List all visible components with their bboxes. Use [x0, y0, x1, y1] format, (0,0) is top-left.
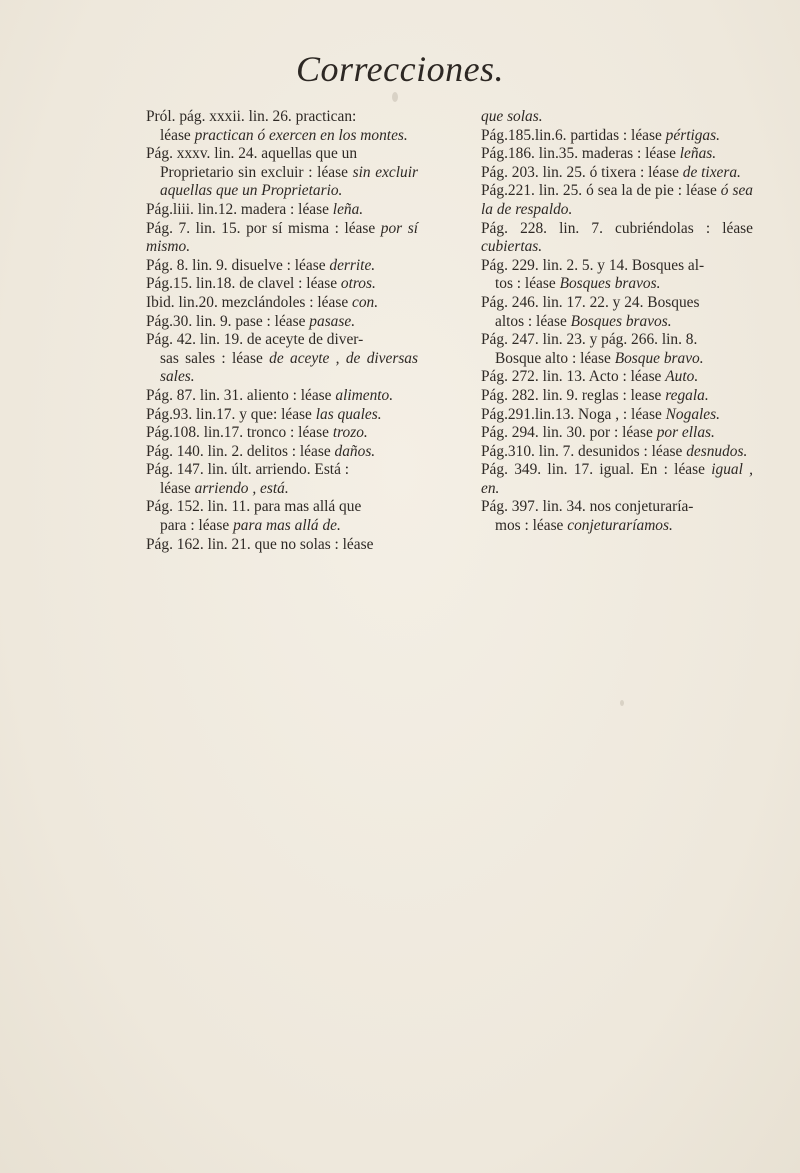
- errata-correction: alimento.: [335, 386, 394, 404]
- errata-reference: Pág. 282. lin. 9. reglas : lease: [481, 386, 662, 404]
- errata-reference: Pág.291.lin.13. Noga , : léase: [481, 405, 662, 423]
- errata-correction: regala.: [665, 386, 709, 404]
- errata-reference: Pról. pág. xxxii. lin. 26. practican:: [146, 108, 357, 125]
- errata-entry: [481, 387, 753, 406]
- errata-reference: Pág.185.lin.6. partidas : léase: [481, 126, 662, 144]
- errata-continuation-text: léase: [160, 126, 191, 144]
- errata-left-column: [146, 108, 418, 554]
- errata-reference: Pág.15. lin.18. de clavel : léase: [146, 275, 338, 293]
- errata-entry: [146, 313, 418, 332]
- errata-continuation-text: para : léase: [160, 517, 230, 535]
- errata-correction: igual , en.: [481, 461, 754, 497]
- errata-entry: [146, 387, 418, 406]
- errata-entry: [481, 220, 753, 257]
- errata-reference: Pág. 246. lin. 17. 22. y 24. Bosques: [481, 293, 700, 311]
- errata-correction: sin excluir aquellas que un Proprietario.: [160, 163, 418, 200]
- errata-entry: [481, 461, 753, 498]
- errata-correction: ó sea la de respaldo.: [481, 182, 753, 218]
- errata-entry: [481, 498, 753, 535]
- errata-reference: Pág. 7. lin. 15. por sí misma : léase: [146, 219, 376, 237]
- errata-reference: Pág. 147. lin. últ. arriendo. Está :: [146, 461, 350, 479]
- errata-continuation: [146, 127, 418, 146]
- errata-continuation: [481, 108, 543, 125]
- errata-correction: desnudos.: [686, 442, 748, 460]
- errata-entry: [481, 294, 753, 331]
- errata-entry: [146, 461, 418, 498]
- errata-reference: Pág. 247. lin. 23. y pág. 266. lin. 8.: [481, 331, 698, 349]
- errata-continuation: [481, 517, 753, 536]
- errata-correction: cubiertas.: [481, 238, 543, 256]
- errata-entry: [481, 368, 753, 387]
- errata-entry: [146, 294, 418, 313]
- errata-correction: de aceyte , de diversas sales.: [160, 349, 418, 386]
- errata-reference: Pág.221. lin. 25. ó sea la de pie : léase: [481, 182, 717, 200]
- errata-reference: Pág. 87. lin. 31. aliento : léase: [146, 386, 332, 404]
- errata-entry: [481, 424, 753, 443]
- errata-continuation: [481, 313, 753, 332]
- errata-correction: pasase.: [309, 312, 356, 330]
- errata-correction: Bosques bravos.: [570, 312, 672, 330]
- errata-continuation: [146, 480, 418, 499]
- errata-entry: [146, 424, 418, 443]
- errata-entry: [146, 331, 418, 387]
- errata-correction: arriendo , está.: [194, 479, 289, 497]
- errata-right-column: [481, 108, 753, 536]
- errata-entry: [146, 220, 418, 257]
- errata-reference: Pág. 152. lin. 11. para mas allá que: [146, 498, 362, 516]
- errata-correction: las quales.: [315, 405, 382, 423]
- errata-entry: [146, 145, 418, 201]
- errata-correction: Nogales.: [665, 405, 720, 423]
- errata-continuation-text: Proprietario sin excluir : léase: [160, 163, 348, 181]
- errata-reference: Pág.liii. lin.12. madera : léase: [146, 200, 329, 218]
- page-title: Correcciones.: [295, 49, 505, 89]
- errata-continuation: [481, 275, 753, 294]
- errata-correction: derrite.: [329, 256, 376, 274]
- errata-reference: Pág. 42. lin. 19. de aceyte de diver-: [146, 331, 364, 349]
- errata-continuation-text: tos : léase: [495, 275, 556, 293]
- errata-correction: de tixera.: [682, 163, 741, 181]
- errata-continuation-text: mos : léase: [495, 517, 564, 535]
- errata-entry: [146, 536, 418, 555]
- errata-correction: Bosques bravos.: [559, 275, 661, 293]
- errata-entry: [481, 443, 753, 462]
- errata-reference: Pág.108. lin.17. tronco : léase: [146, 424, 329, 442]
- paper-stain: [620, 700, 624, 706]
- errata-entry: [146, 406, 418, 425]
- errata-correction: Bosque bravo.: [614, 349, 704, 367]
- errata-continuation: [481, 350, 753, 369]
- errata-reference: Pág. 8. lin. 9. disuelve : léase: [146, 256, 326, 274]
- errata-reference: Ibid. lin.20. mezclándoles : léase: [146, 293, 349, 311]
- errata-correction: con.: [352, 293, 379, 311]
- errata-entry: [481, 257, 753, 294]
- errata-reference: Pág. 162. lin. 21. que no solas : léase: [146, 535, 374, 553]
- errata-reference: Pág. 272. lin. 13. Acto : léase: [481, 368, 662, 386]
- errata-entry: [146, 275, 418, 294]
- errata-entry: [146, 257, 418, 276]
- errata-continuation: [146, 517, 418, 536]
- errata-reference: Pág. 203. lin. 25. ó tixera : léase: [481, 163, 679, 181]
- errata-correction: conjeturaríamos.: [567, 517, 673, 535]
- errata-entry: [481, 145, 753, 164]
- errata-reference: Pág.186. lin.35. maderas : léase: [481, 145, 676, 163]
- errata-entry: [146, 201, 418, 220]
- errata-reference: Pág. 397. lin. 34. nos conjeturaría-: [481, 498, 694, 516]
- errata-entry: [481, 164, 753, 183]
- errata-correction: por sí mismo.: [146, 219, 418, 256]
- errata-correction: practican ó exercen en los montes.: [194, 126, 408, 144]
- errata-reference: Pág. 294. lin. 30. por : léase: [481, 424, 653, 442]
- errata-entry: [146, 498, 418, 535]
- errata-reference: Pág.30. lin. 9. pase : léase: [146, 312, 306, 330]
- errata-reference: Pág. xxxv. lin. 24. aquellas que un: [146, 145, 358, 163]
- errata-correction: para mas allá de.: [233, 517, 341, 535]
- errata-correction: Auto.: [665, 368, 699, 386]
- paper-stain: [392, 92, 398, 102]
- errata-reference: Pág. 229. lin. 2. 5. y 14. Bosques al-: [481, 256, 705, 274]
- errata-correction: que solas.: [481, 108, 543, 125]
- errata-correction: por ellas.: [656, 424, 715, 442]
- errata-reference: Pág.310. lin. 7. desunidos : léase: [481, 442, 683, 460]
- errata-reference: Pág. 228. lin. 7. cubriéndolas : léase: [481, 219, 753, 237]
- errata-correction: leña.: [332, 200, 364, 218]
- errata-continuation-text: Bosque alto : léase: [495, 349, 611, 367]
- errata-continuation-text: sas sales : léase: [160, 349, 263, 367]
- errata-reference: Pág. 349. lin. 17. igual. En : léase: [481, 461, 705, 479]
- errata-entry: [481, 331, 753, 368]
- errata-correction: daños.: [334, 442, 376, 460]
- errata-entry: [481, 127, 753, 146]
- errata-continuation-text: léase: [160, 479, 191, 497]
- errata-continuation: [146, 164, 418, 201]
- errata-correction: pértigas.: [665, 126, 720, 144]
- errata-correction: otros.: [340, 275, 376, 293]
- errata-correction: leñas.: [679, 145, 717, 163]
- errata-reference: Pág. 140. lin. 2. delitos : léase: [146, 442, 331, 460]
- errata-correction: trozo.: [332, 424, 368, 442]
- errata-continuation: [146, 350, 418, 387]
- errata-continuation-text: altos : léase: [495, 312, 567, 330]
- errata-entry: [481, 182, 753, 219]
- errata-reference: Pág.93. lin.17. y que: léase: [146, 405, 312, 423]
- errata-entry: [146, 108, 418, 145]
- errata-entry: [146, 443, 418, 462]
- errata-entry: [481, 108, 753, 127]
- errata-entry: [481, 406, 753, 425]
